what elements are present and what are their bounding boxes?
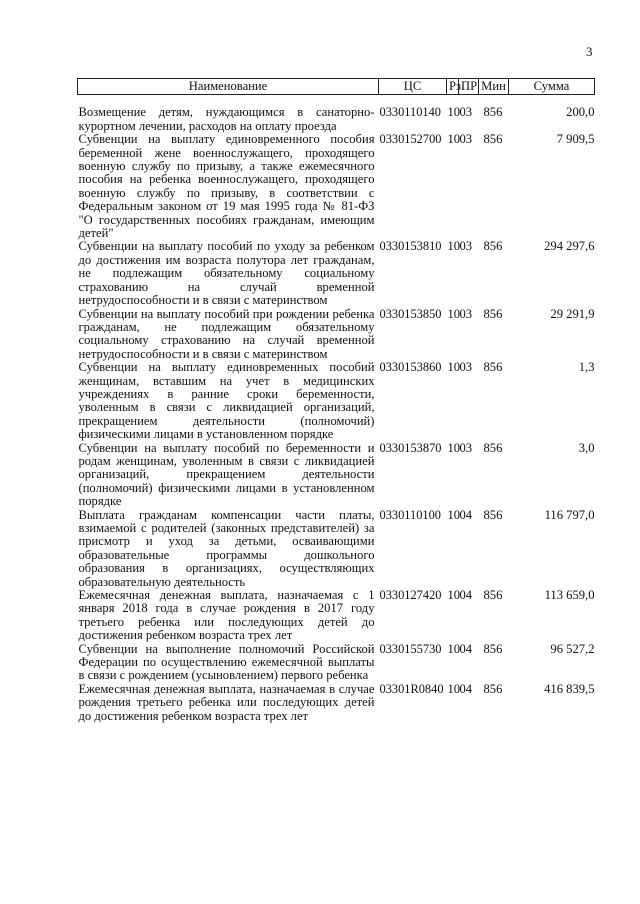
row-pr: 03	[459, 105, 473, 120]
row-sum: 1,3	[578, 360, 595, 375]
row-name: Субвенции на выплату единовременных пособий женщинам, вставшим на учет в медицинских учреждениях в ранние сроки беременности, уволенным в связи с ликвидацией организаций, прекращением деятельности (полномочий) физическими лицами в установленном порядке	[78, 360, 375, 442]
row-min: 856	[483, 440, 503, 455]
row-cs: 0330153860	[379, 360, 442, 375]
row-cs: 0330152700	[379, 132, 442, 147]
row-cs: 0330155730	[379, 641, 442, 656]
header-pr: ПР	[459, 79, 479, 95]
row-min: 856	[483, 507, 503, 522]
row-name: Выплата гражданам компенсации части платы, взимаемой с родителей (законных представителей) за присмотр и уход за детьми, осваивающими образовательные программы дошкольного образования в организациях, осуществляющих образовательную деятельность	[78, 507, 375, 589]
row-name: Субвенции на выплату пособий при рождении ребенка гражданам, не подлежащим обязательному социальному страхованию на случай временной нетрудоспособности и в связи с материнством	[78, 306, 375, 361]
row-rz: 10	[447, 306, 461, 321]
header-name: Наименование	[78, 79, 379, 95]
row-rz: 10	[447, 239, 461, 254]
table-row	[78, 133, 595, 240]
table-row	[78, 509, 595, 589]
row-sum: 294 297,6	[544, 239, 595, 254]
row-sum: 416 839,5	[544, 681, 595, 696]
row-min: 856	[483, 641, 503, 656]
row-cs: 0330110140	[379, 105, 441, 120]
row-name: Ежемесячная денежная выплата, назначаемая с 1 января 2018 года в случае рождения в 2017 году третьего ребенка или последующих детей до достижения ребенком возраста трех лет	[78, 588, 375, 643]
table-body	[78, 95, 595, 723]
row-sum: 200,0	[566, 105, 595, 120]
row-pr: 03	[459, 132, 473, 147]
row-sum: 116 797,0	[544, 507, 595, 522]
table-row	[78, 442, 595, 509]
row-pr: 03	[459, 440, 473, 455]
row-name: Ежемесячная денежная выплата, назначаемая в случае рождения третьего ребенка или последующих детей до достижения ребенком возраста трех лет	[78, 681, 375, 723]
table-row	[78, 95, 595, 133]
row-pr: 03	[459, 239, 473, 254]
table-header	[78, 79, 595, 95]
budget-table	[77, 78, 595, 723]
row-rz: 10	[447, 507, 461, 522]
row-rz: 10	[447, 588, 461, 603]
row-name: Субвенции на выполнение полномочий Российской Федерации по осуществлению ежемесячной выплаты в связи с рождением (усыновлением) первого ребенка	[78, 641, 375, 683]
page-number: 3	[586, 44, 593, 59]
row-rz: 10	[447, 641, 461, 656]
row-cs: 03301R0840	[379, 681, 444, 696]
header-rz: Рз	[447, 79, 459, 95]
row-sum: 113 659,0	[544, 588, 595, 603]
row-sum: 29 291,9	[550, 306, 595, 321]
row-pr: 03	[459, 360, 473, 375]
row-pr: 04	[459, 588, 473, 603]
row-sum: 3,0	[578, 440, 595, 455]
table-row	[78, 240, 595, 307]
row-min: 856	[483, 105, 503, 120]
row-pr: 03	[459, 306, 473, 321]
row-cs: 0330153810	[379, 239, 442, 254]
row-sum: 96 527,2	[550, 641, 595, 656]
row-name: Возмещение детям, нуждающимся в санаторно-курортном лечении, расходов на оплату проезда	[78, 105, 375, 133]
row-rz: 10	[447, 132, 461, 147]
row-pr: 04	[459, 681, 473, 696]
row-rz: 10	[447, 440, 461, 455]
row-min: 856	[483, 681, 503, 696]
row-name: Субвенции на выплату пособий по уходу за ребенком до достижения им возраста полутора лет гражданам, не подлежащим обязательному социальному страхованию на случай временной нетрудоспособности и в связи с материнством	[78, 239, 375, 308]
row-pr: 04	[459, 507, 473, 522]
row-cs: 0330153850	[379, 306, 442, 321]
row-name: Субвенции на выплату единовременного пособия беременной жене военнослужащего, проходящего военную службу по призыву, а также ежемесячного пособия на ребенка военнослужащего, проходящего военную службу по призыву, в соответствии с Федеральным законом от 19 мая 1995 года № 81-ФЗ "О государственных пособиях гражданам, имеющим детей"	[78, 132, 375, 241]
row-rz: 10	[447, 360, 461, 375]
table-row	[78, 683, 595, 723]
table-row	[78, 308, 595, 362]
header-cs: ЦС	[379, 79, 447, 95]
row-cs: 0330127420	[379, 588, 442, 603]
table-row	[78, 589, 595, 643]
row-min: 856	[483, 588, 503, 603]
row-min: 856	[483, 132, 503, 147]
row-rz: 10	[447, 681, 461, 696]
row-sum: 7 909,5	[556, 132, 595, 147]
row-name: Субвенции на выплату пособий по беременности и родам женщинам, уволенным в связи с ликвидацией организаций, прекращением деятельности (полномочий) физическими лицами в установленном порядке	[78, 440, 375, 509]
row-min: 856	[483, 306, 503, 321]
row-min: 856	[483, 360, 503, 375]
row-cs: 0330110100	[379, 507, 441, 522]
row-pr: 04	[459, 641, 473, 656]
header-sum: Сумма	[509, 79, 595, 95]
row-rz: 10	[447, 105, 461, 120]
table-row	[78, 361, 595, 441]
table-row	[78, 643, 595, 683]
row-min: 856	[483, 239, 503, 254]
header-min: Мин	[479, 79, 509, 95]
row-cs: 0330153870	[379, 440, 442, 455]
